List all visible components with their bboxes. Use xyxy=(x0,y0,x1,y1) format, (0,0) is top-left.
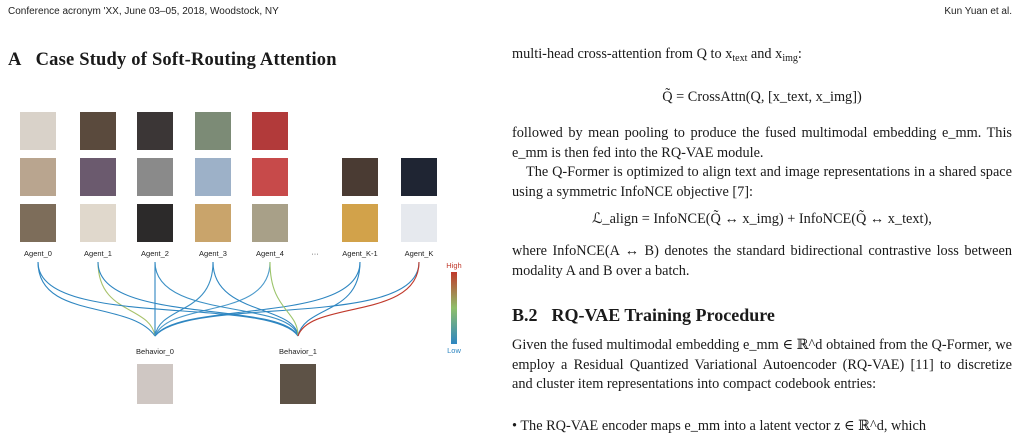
agent-label: Agent_4 xyxy=(256,249,284,258)
agent-label: Agent_K xyxy=(404,249,434,258)
thumbnail xyxy=(20,204,56,242)
attention-curve xyxy=(98,262,155,336)
thumbnail xyxy=(252,158,288,196)
behavior-label: Behavior_0 xyxy=(136,347,174,356)
equation-cross-attn: Q̃ = CrossAttn(Q, [x_text, x_img]) xyxy=(662,89,862,105)
attention-curves xyxy=(38,262,419,336)
behavior-thumbnail xyxy=(280,364,316,404)
thumbnail xyxy=(401,204,437,242)
text: and x xyxy=(747,46,783,62)
thumbnail xyxy=(137,204,173,242)
thumbnail xyxy=(80,204,116,242)
agent-thumbnail-grid xyxy=(20,112,437,242)
thumbnail xyxy=(252,112,288,150)
attention-curve xyxy=(155,262,419,336)
agent-label: Agent_1 xyxy=(84,249,112,258)
attention-curve xyxy=(213,262,298,336)
subsection-number: B.2 xyxy=(512,305,538,325)
thumbnail xyxy=(342,204,378,242)
behavior-label: Behavior_1 xyxy=(279,347,317,356)
thumbnail xyxy=(195,204,231,242)
attention-colorbar xyxy=(446,261,461,355)
subsection-heading xyxy=(512,306,1012,326)
text: multi-head cross-attention from Q to x xyxy=(512,46,733,62)
section-number: A xyxy=(8,50,22,70)
thumbnail xyxy=(195,112,231,150)
paragraph: where InfoNCE(A ↔ B) denotes the standard bidirectional contrastive loss between modality A and B over a batch. xyxy=(512,243,1012,279)
thumbnail xyxy=(342,158,378,196)
subsection-title: RQ-VAE Training Procedure xyxy=(551,305,775,325)
subscript: text xyxy=(732,53,748,64)
running-header-left: Conference acronym 'XX, June 03–05, 2018, Woodstock, NY xyxy=(8,6,279,17)
attention-curve xyxy=(155,262,360,336)
thumbnail xyxy=(80,112,116,150)
thumbnail xyxy=(20,112,56,150)
thumbnail xyxy=(195,158,231,196)
agent-label: Agent_3 xyxy=(199,249,227,258)
subscript: img xyxy=(782,53,798,64)
agent-labels xyxy=(24,249,433,258)
colorbar-gradient xyxy=(451,272,457,344)
agent-label: Agent_K-1 xyxy=(342,249,378,258)
attention-curve xyxy=(155,262,298,336)
section-heading xyxy=(8,50,337,71)
colorbar-high-label: High xyxy=(446,261,462,270)
soft-routing-figure xyxy=(10,100,480,430)
bullet-item: • The RQ-VAE encoder maps e_mm into a latent vector z ∈ ℝ^d, which xyxy=(512,418,927,434)
paragraph: The Q-Former is optimized to align text and image representations in a shared space using a symmetric InfoNCE objective [7]: xyxy=(512,164,1012,200)
agent-label: Agent_2 xyxy=(141,249,169,258)
paragraph xyxy=(512,45,1012,69)
agent-ellipsis: ··· xyxy=(311,249,319,258)
paragraph: followed by mean pooling to produce the fused multimodal embedding e_mm. This e_mm is then fed into the RQ-VAE module. xyxy=(512,125,1012,161)
agent-label: Agent_0 xyxy=(24,249,52,258)
section-title: Case Study of Soft-Routing Attention xyxy=(35,50,337,70)
paragraph: Given the fused multimodal embedding e_mm ∈ ℝ^d obtained from the Q-Former, we employ a Residual Quantized Variational Autoencoder (RQ-VAE) [11] to discretize and cluster item representations into compact codebook entries: xyxy=(512,337,1012,393)
equation-infonce: ℒ_align = InfoNCE(Q̃ ↔ x_img) + InfoNCE(Q̃ ↔ x_text), xyxy=(592,211,932,227)
thumbnail xyxy=(80,158,116,196)
thumbnail xyxy=(137,158,173,196)
text: : xyxy=(797,46,802,62)
colorbar-low-label: Low xyxy=(447,346,461,355)
thumbnail xyxy=(137,112,173,150)
behavior-thumbnail xyxy=(137,364,173,404)
thumbnail xyxy=(20,158,56,196)
running-header-right: Kun Yuan et al. xyxy=(944,6,1012,17)
attention-curve xyxy=(38,262,298,336)
thumbnail xyxy=(252,204,288,242)
thumbnail xyxy=(401,158,437,196)
